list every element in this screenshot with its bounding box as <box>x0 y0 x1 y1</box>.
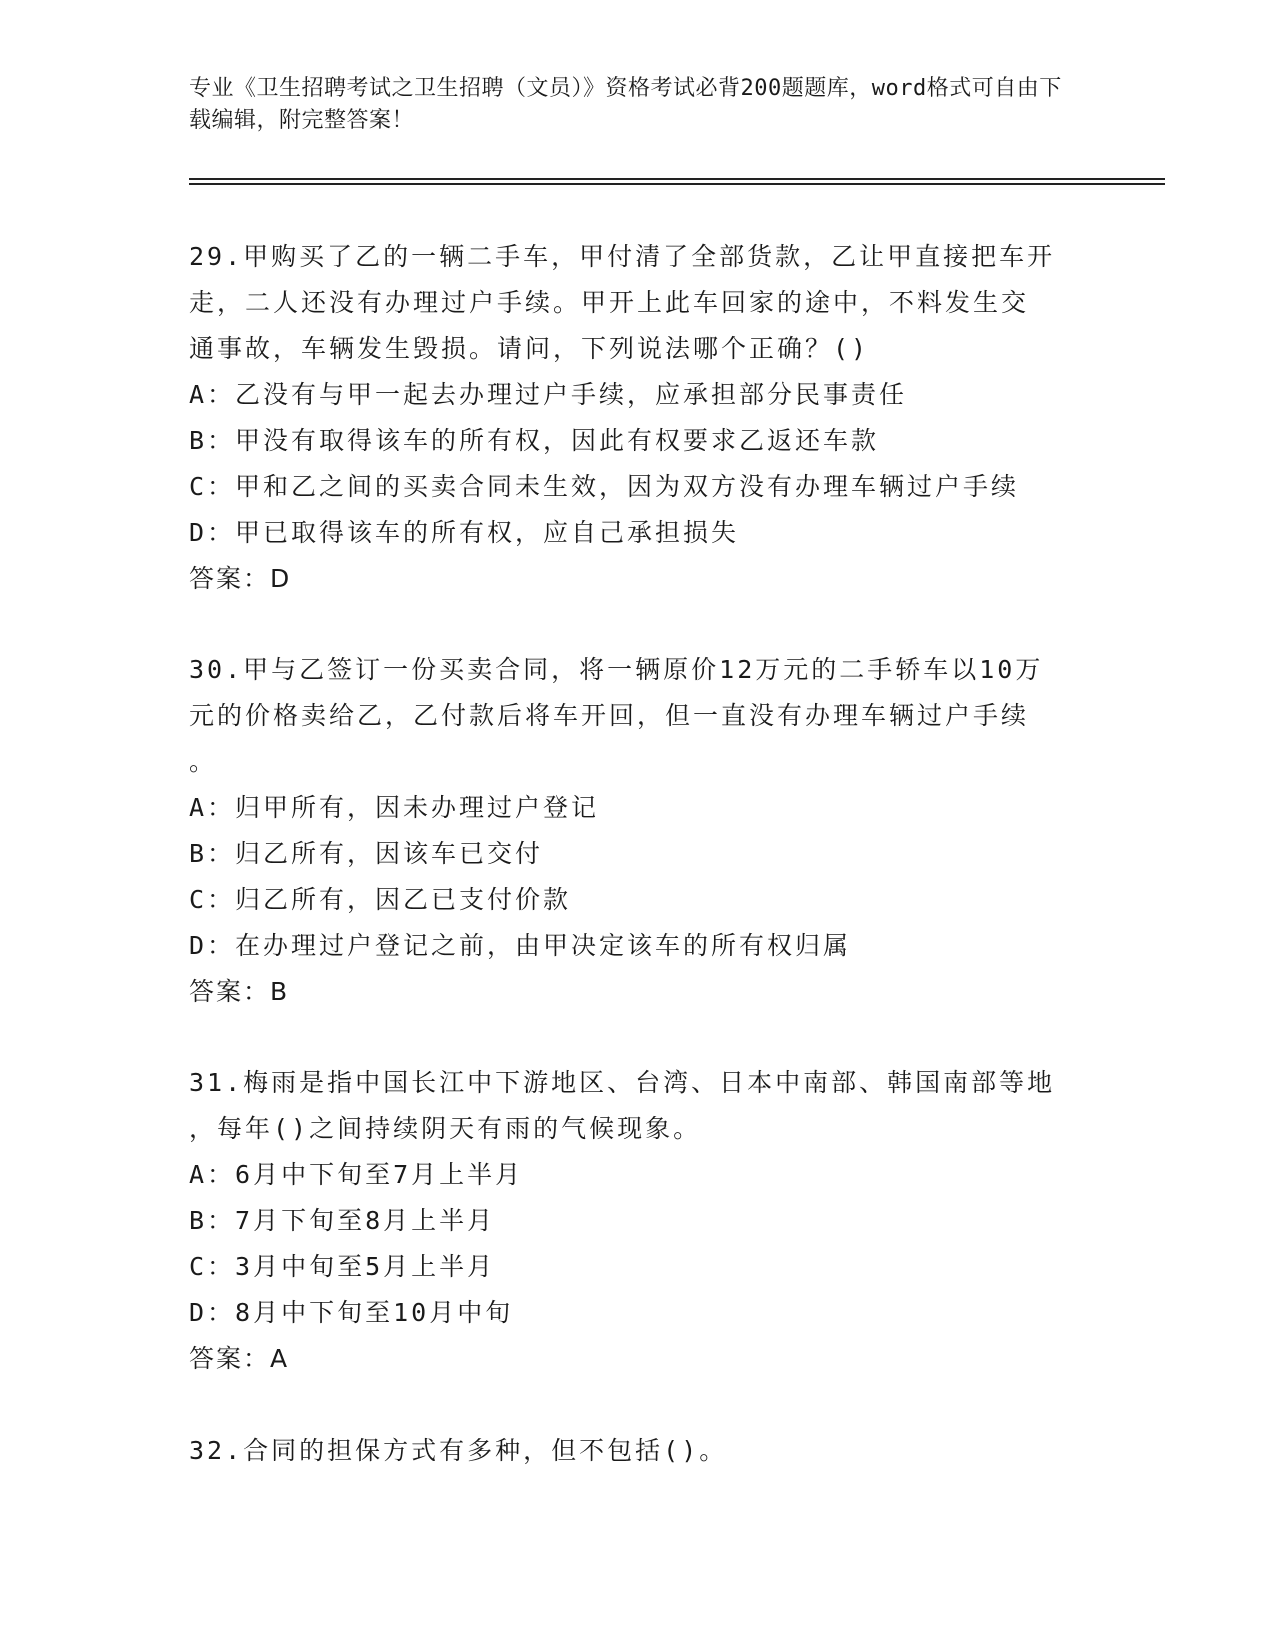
question-stem-line: 元的价格卖给乙，乙付款后将车开回，但一直没有办理车辆过户手续 <box>189 701 1030 730</box>
option-b: B：甲没有取得该车的所有权，因此有权要求乙返还车款 <box>189 426 880 455</box>
answer: 答案：A <box>189 1344 290 1373</box>
question-stem-line: ，每年()之间持续阴天有雨的气候现象。 <box>189 1114 702 1143</box>
option-c: C：归乙所有，因乙已支付价款 <box>189 885 572 914</box>
question-stem-line: 29.甲购买了乙的一辆二手车，甲付清了全部货款，乙让甲直接把车开 <box>189 242 1056 271</box>
question-stem-line: 32.合同的担保方式有多种，但不包括()。 <box>189 1436 728 1465</box>
question-stem-line: 。 <box>189 747 218 776</box>
question-stem-line: 30.甲与乙签订一份买卖合同，将一辆原价12万元的二手轿车以10万 <box>189 655 1044 684</box>
option-d: D：在办理过户登记之前，由甲决定该车的所有权归属 <box>189 931 852 960</box>
header-divider-top <box>189 178 1165 180</box>
question-30 <box>189 647 1089 1015</box>
option-d: D：8月中下旬至10月中旬 <box>189 1298 514 1327</box>
option-b: B：归乙所有，因该车已交付 <box>189 839 544 868</box>
option-a: A：归甲所有，因未办理过户登记 <box>189 793 600 822</box>
question-stem-line: 31.梅雨是指中国长江中下游地区、台湾、日本中南部、韩国南部等地 <box>189 1068 1056 1097</box>
option-a: A：6月中下旬至7月上半月 <box>189 1160 524 1189</box>
question-stem-line: 走，二人还没有办理过户手续。甲开上此车回家的途中，不料发生交 <box>189 288 1030 317</box>
option-c: C：甲和乙之间的买卖合同未生效，因为双方没有办理车辆过户手续 <box>189 472 1020 501</box>
question-31 <box>189 1060 1089 1382</box>
option-c: C：3月中旬至5月上半月 <box>189 1252 496 1281</box>
option-d: D：甲已取得该车的所有权，应自己承担损失 <box>189 518 740 547</box>
question-29 <box>189 234 1089 602</box>
answer: 答案：D <box>189 564 292 593</box>
header-divider-bottom <box>189 183 1165 185</box>
answer: 答案：B <box>189 977 290 1006</box>
question-32 <box>189 1428 1089 1474</box>
option-a: A：乙没有与甲一起去办理过户手续，应承担部分民事责任 <box>189 380 908 409</box>
option-b: B：7月下旬至8月上半月 <box>189 1206 496 1235</box>
question-stem-line: 通事故，车辆发生毁损。请问，下列说法哪个正确？() <box>189 334 870 363</box>
document-header: 专业《卫生招聘考试之卫生招聘（文员）》资格考试必背200题题库，word格式可自由下载编辑，附完整答案！ <box>189 76 1062 133</box>
